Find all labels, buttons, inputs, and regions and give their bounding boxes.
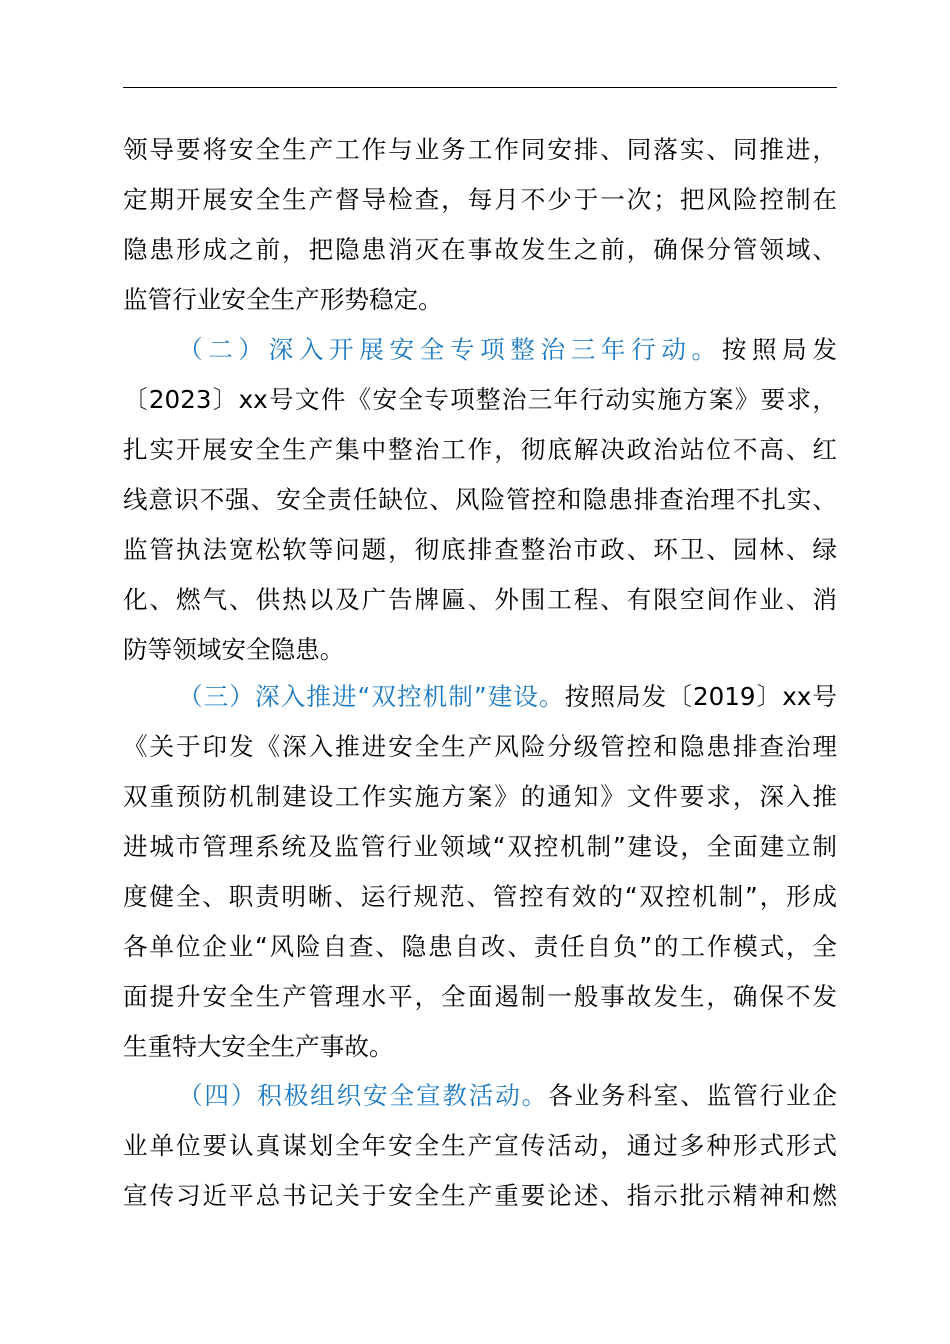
paragraph-line: 隐患形成之前，把隐患消灭在事故发生之前，确保分管领域、 (123, 235, 837, 264)
section-text: 按照局发〔2019〕xx号 (564, 682, 838, 711)
section-first-line (178, 1078, 837, 1114)
paragraph-line: 化、燃气、供热以及广告牌匾、外围工程、有限空间作业、消 (123, 585, 837, 614)
section-heading: （二）深入开展安全专项整治三年行动。 (178, 335, 722, 364)
paragraph-line: 监管行业安全生产形势稳定。 (123, 285, 443, 314)
paragraph-line: 《关于印发《深入推进安全生产风险分级管控和隐患排查治理 (123, 732, 837, 761)
paragraph-line: 宣传习近平总书记关于安全生产重要论述、指示批示精神和燃 (123, 1181, 837, 1210)
paragraph-line: 双重预防机制建设工作实施方案》的通知》文件要求，深入推 (123, 782, 837, 811)
paragraph-line: 扎实开展安全生产集中整治工作，彻底解决政治站位不高、红 (123, 435, 837, 464)
section-text: 按照局发 (721, 335, 837, 364)
paragraph-line: 生重特大安全生产事故。 (123, 1032, 394, 1061)
paragraph-line: 监管执法宽松软等问题，彻底排查整治市政、环卫、园林、绿 (123, 535, 837, 564)
paragraph-line: 度健全、职责明晰、运行规范、管控有效的“双控机制”，形成 (123, 882, 837, 911)
header-rule (123, 87, 837, 88)
section-heading: （四）积极组织安全宣教活动。 (178, 1081, 549, 1110)
paragraph-line: 防等领域安全隐患。 (123, 635, 345, 664)
section-heading: （三）深入推进“双控机制”建设。 (178, 682, 565, 711)
paragraph-line: 领导要将安全生产工作与业务工作同安排、同落实、同推进， (123, 135, 837, 164)
paragraph-line: 各单位企业“风险自查、隐患自改、责任自负”的工作模式，全 (123, 932, 837, 961)
paragraph-line: 〔2023〕xx号文件《安全专项整治三年行动实施方案》要求， (123, 385, 837, 414)
section-text: 各业务科室、监管行业企 (548, 1081, 837, 1110)
section-first-line (178, 332, 837, 368)
paragraph-line: 进城市管理系统及监管行业领域“双控机制”建设，全面建立制 (123, 832, 837, 861)
paragraph-line: 面提升安全生产管理水平，全面遏制一般事故发生，确保不发 (123, 982, 837, 1011)
section-first-line (178, 679, 837, 715)
paragraph-line: 定期开展安全生产督导检查，每月不少于一次；把风险控制在 (123, 185, 837, 214)
paragraph-line: 线意识不强、安全责任缺位、风险管控和隐患排查治理不扎实、 (123, 485, 837, 514)
paragraph-line: 业单位要认真谋划全年安全生产宣传活动，通过多种形式形式 (123, 1131, 837, 1160)
